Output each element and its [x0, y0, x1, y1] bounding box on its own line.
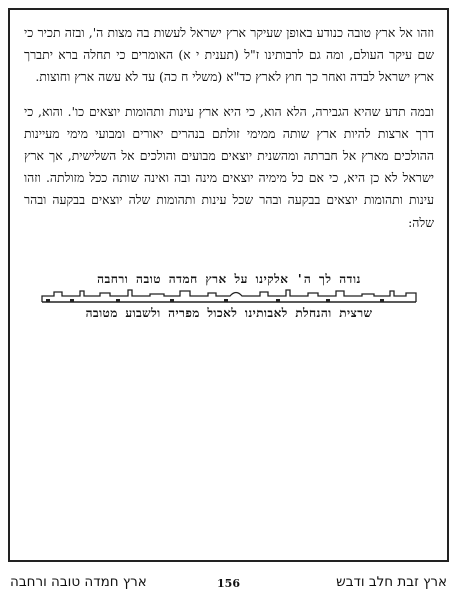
footer-running-title-left: ארץ חמדה טובה ורחבה: [10, 574, 147, 590]
poem-line-1: נודה לך ה' אלקינו על ארץ חמדה טובה ורחבה: [97, 272, 361, 286]
body-text: [24, 22, 434, 234]
poem-line-2: שרצית והנחלת לאבותינו לאכול מפריה ולשבוע מטובה: [85, 306, 373, 320]
blessing-poem: [24, 272, 434, 321]
page-number: 156: [217, 577, 240, 590]
footer-running-title-right: ארץ זבת חלב ודבש: [336, 574, 447, 590]
page-footer: [8, 574, 449, 594]
paragraph-1: וזהו אל ארץ טובה כנודע באופן שעיקר ארץ ישראל לעשות בה מצות ה', ובזה תכיר כי שם עיקר העולם, ומה גם לרבותינו ז"ל (תענית י א) האומרים כי תחלה ברא יתברך ארץ ישראל לבדה ואחר כך חוץ לארץ כד"א (משלי ח כה) עד לא עשה ארץ וחוצות.: [24, 25, 434, 85]
paragraph-2: ובמה תדע שהיא הגבירה, הלא הוא, כי היא ארץ עינות ותהומות יוצאים כו'. והוא, כי דרך ארצות להיות ארץ שותה ממימי זולתם בנהרים יאורים ומבועי מימי מעיינות ההולכים מארץ אל חברתה ומהשנית יוצאים מבועים והולכים אל השלישית, אך ארץ ישראל לא כן היא, כי אם כל מימיה יוצאים מינה ובה ואינה שותה ככל מזולתה. וזהו עינות ותהומות יוצאים בבקעה ובהר שכל עינות ותהומות שלה יוצאים בבקעה ובהר שלה:: [24, 103, 434, 230]
jerusalem-skyline-icon: [40, 288, 418, 304]
page-frame: [8, 8, 449, 562]
